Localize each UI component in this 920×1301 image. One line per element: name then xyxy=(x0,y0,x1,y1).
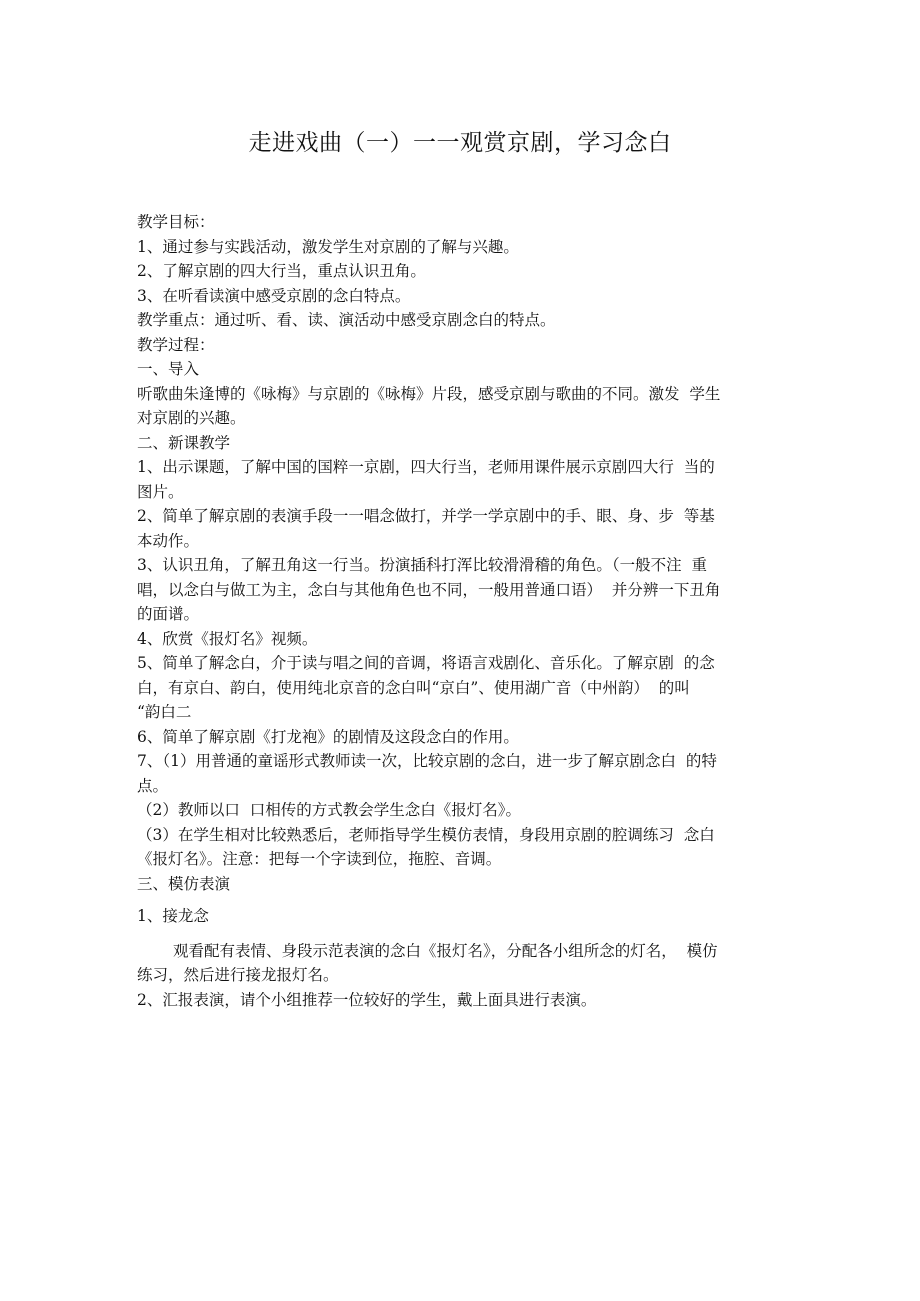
imitation-text-line: 观看配有表情、身段示范表演的念白《报灯名》，分配各小组所念的灯名， 模仿 xyxy=(173,941,718,960)
lesson-step-line: 图片。 xyxy=(137,482,184,501)
lesson-step-line: 本动作。 xyxy=(137,531,200,550)
key-points: 教学重点：通过听、看、读、演活动中感受京剧念白的特点。 xyxy=(137,311,556,329)
document-title: 走进戏曲（一）一一观赏京剧，学习念白 xyxy=(248,130,672,156)
lesson-step-line: 白，有京白、韵白，使用纯北京音的念白叫“京白”、使用湖广音（中州韵） 的叫 xyxy=(137,678,690,697)
lesson-step-line: 4、欣赏《报灯名》视频。 xyxy=(137,629,318,648)
lesson-step-line: 《报灯名》。注意：把每一个字读到位，拖腔、音调。 xyxy=(137,850,502,868)
lesson-step-line: 点。 xyxy=(137,776,169,795)
lesson-step-line: 3、认识丑角，了解丑角这一行当。扮演插科打浑比较滑滑稽的角色。（一般不注 重 xyxy=(137,556,707,574)
intro-text-line: 听歌曲朱逢博的《咏梅》与京剧的《咏梅》片段，感受京剧与歌曲的不同。激发 学生 xyxy=(137,384,721,403)
objective-2: 2、了解京剧的四大行当，重点认识丑角。 xyxy=(137,262,426,280)
lesson-step-line: “韵白二 xyxy=(137,703,192,721)
section-intro-heading: 一、导入 xyxy=(137,360,200,378)
lesson-step-line: 的面谱。 xyxy=(137,605,200,623)
lesson-step-line: （2）教师以口 口相传的方式教会学生念白《报灯名》。 xyxy=(137,801,521,819)
imitation-step-heading: 1、接龙念 xyxy=(137,907,209,925)
section-imitation-heading: 三、模仿表演 xyxy=(137,874,231,893)
heading-process: 教学过程： xyxy=(137,335,215,354)
lesson-step-line: 7、（1）用普通的童谣形式教师读一次，比较京剧的念白，进一步了解京剧念白 的特 xyxy=(137,752,717,770)
lesson-step-line: 唱，以念白与做工为主，念白与其他角色也不同，一般用普通口语） 并分辨一下丑角 xyxy=(137,580,721,599)
objective-3: 3、在听看读演中感受京剧的念白特点。 xyxy=(137,286,411,305)
lesson-step-line: 1、出示课题，了解中国的国粹一京剧，四大行当，老师用课件展示京剧四大行 当的 xyxy=(137,458,715,476)
heading-objectives: 教学目标： xyxy=(137,213,215,231)
lesson-step-line: 2、简单了解京剧的表演手段一一唱念做打，并学一学京剧中的手、眼、身、步 等基 xyxy=(137,507,715,525)
lesson-step-line: 6、简单了解京剧《打龙袍》的剧情及这段念白的作用。 xyxy=(137,727,519,746)
objective-1: 1、通过参与实践活动，激发学生对京剧的了解与兴趣。 xyxy=(137,237,519,256)
section-new-lesson-heading: 二、新课教学 xyxy=(137,433,231,452)
document-body xyxy=(137,210,777,1012)
intro-text-line: 对京剧的兴趣。 xyxy=(137,409,246,427)
lesson-step-line: （3）在学生相对比较熟悉后，老师指导学生模仿表情，身段用京剧的腔调练习 念白 xyxy=(137,825,715,844)
imitation-text-line: 练习，然后进行接龙报灯名。 xyxy=(137,966,339,984)
lesson-step-line: 5、简单了解念白，介于读与唱之间的音调，将语言戏剧化、音乐化。了解京剧 的念 xyxy=(137,654,715,672)
imitation-step-line: 2、汇报表演，请个小组推荐一位较好的学生，戴上面具进行表演。 xyxy=(137,990,597,1009)
